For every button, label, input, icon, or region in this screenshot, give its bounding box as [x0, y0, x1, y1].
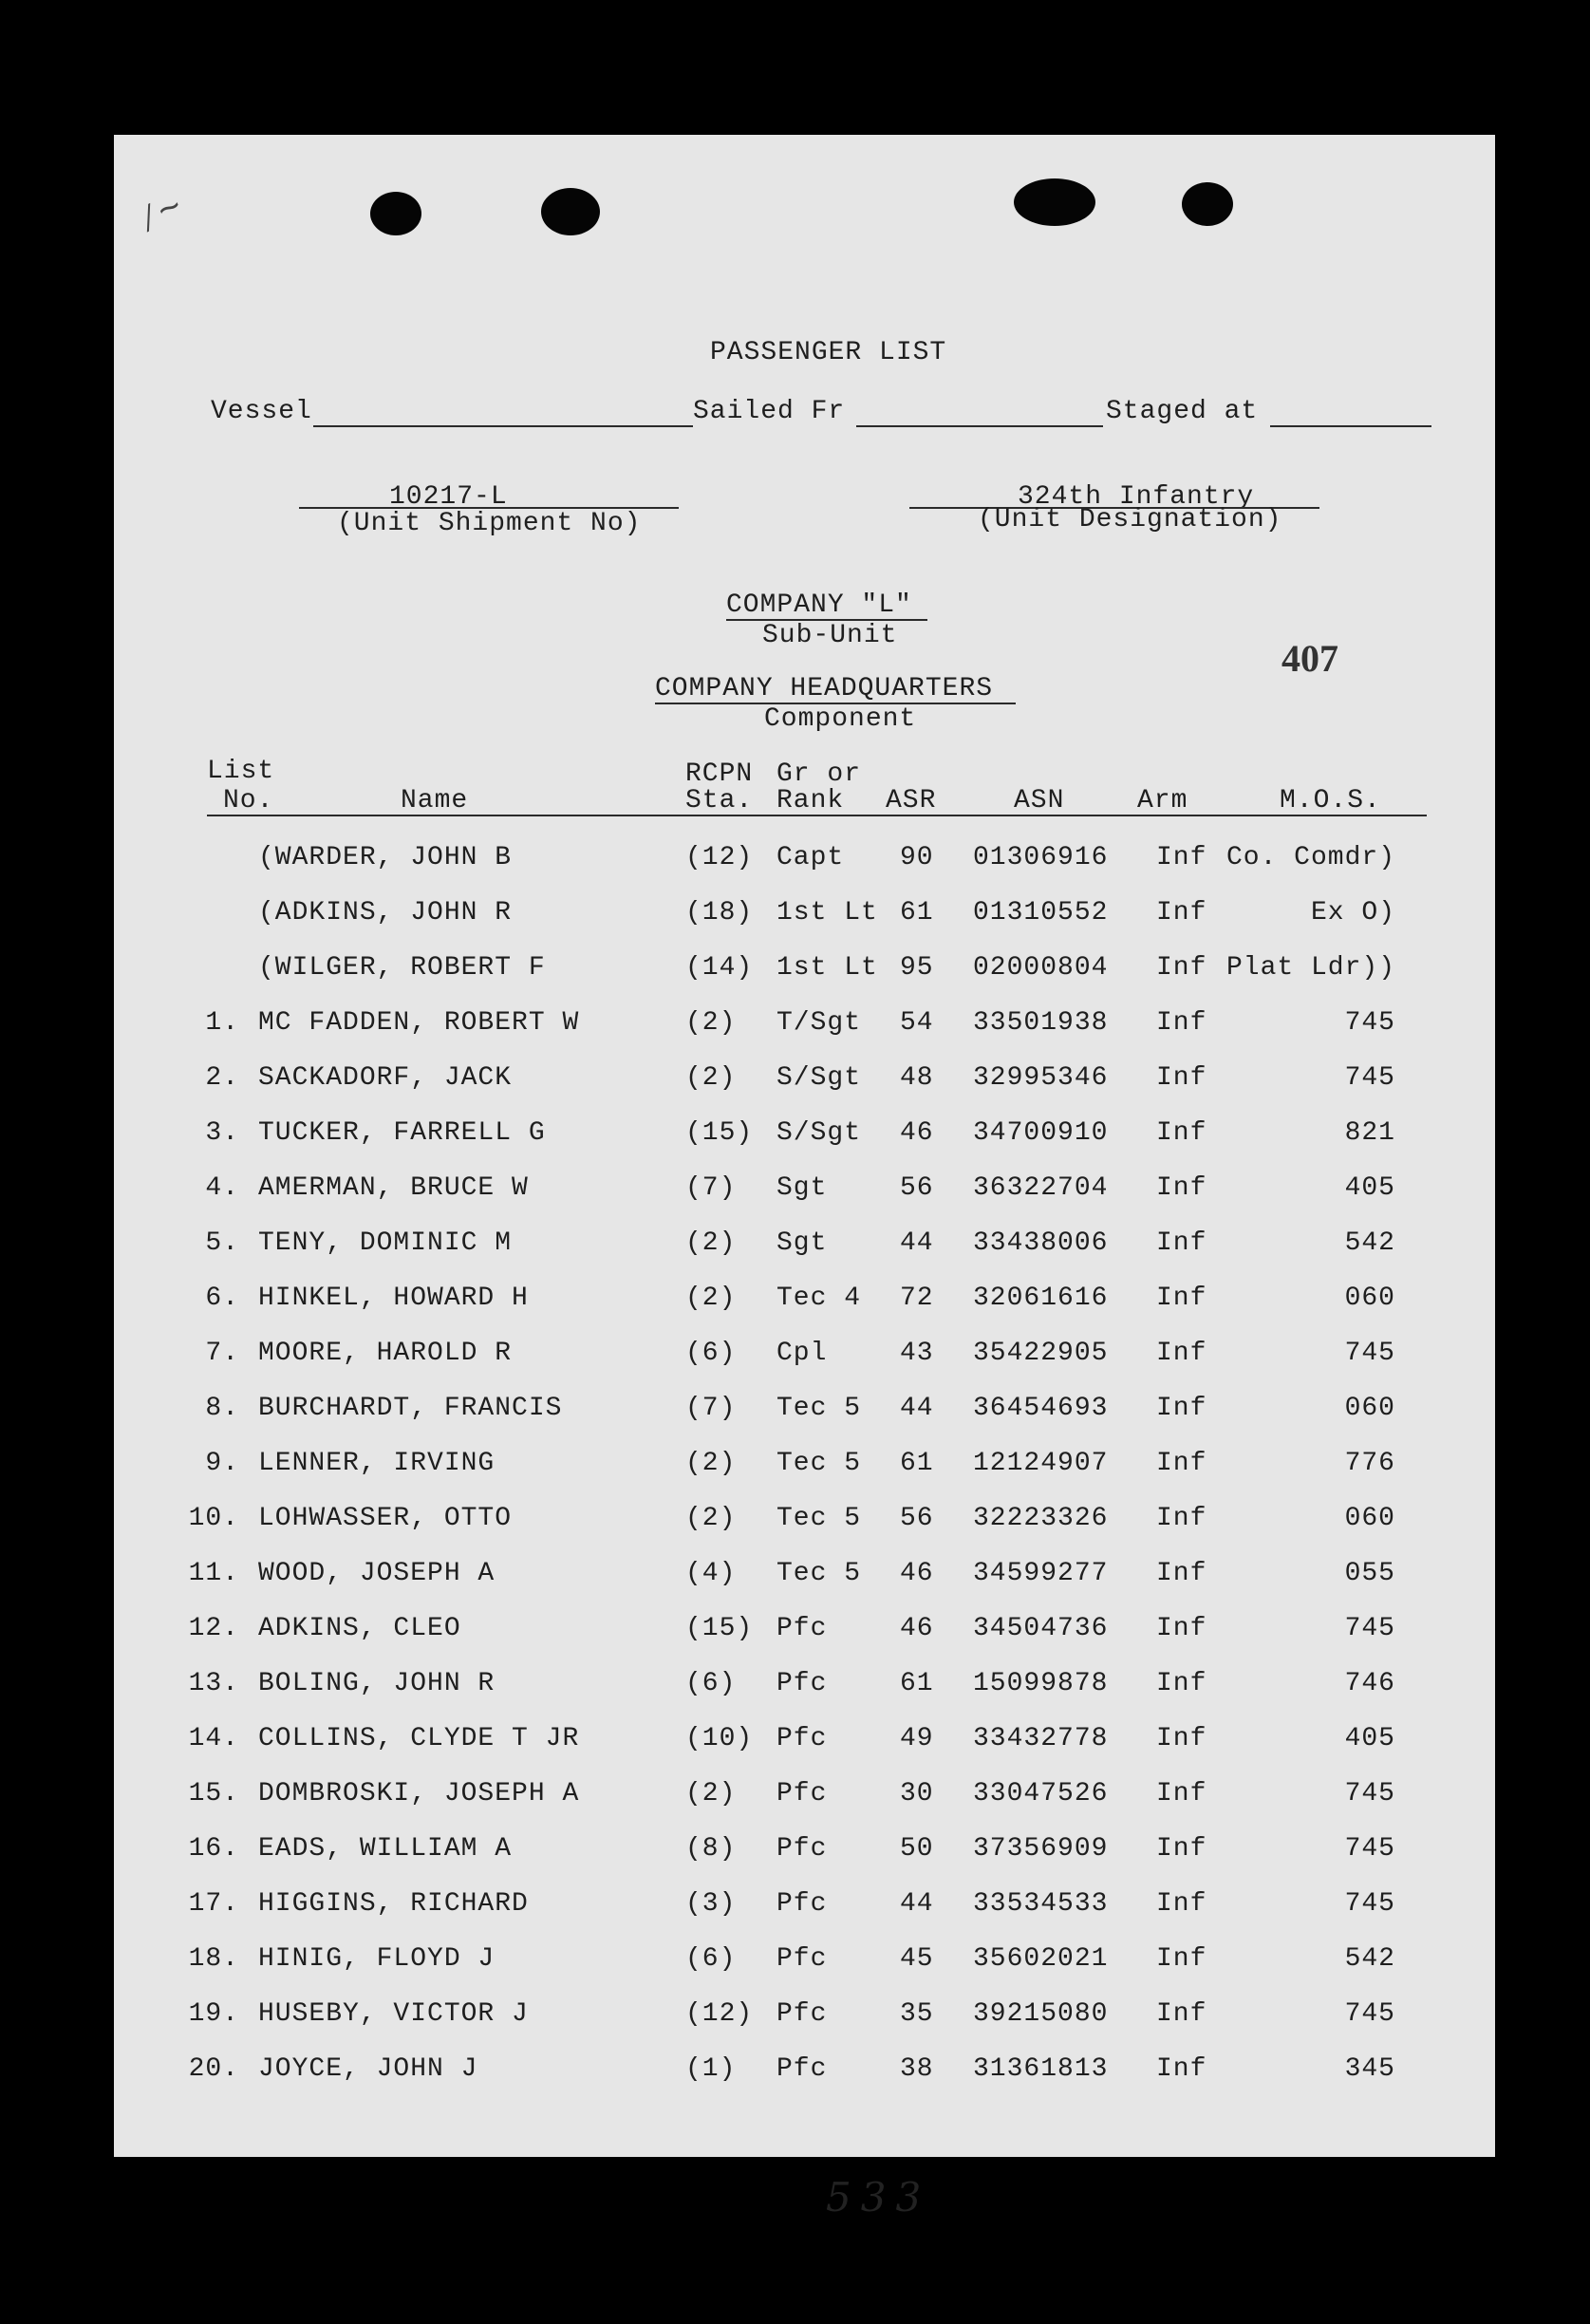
cell-no: 14. [188, 1724, 239, 1753]
cell-name: (WARDER, JOHN B [258, 843, 513, 872]
cell-rank: Pfc [776, 1944, 828, 1974]
table-row [0, 1889, 1590, 1927]
col-arm: Arm [1137, 786, 1188, 815]
cell-arm: Inf [1156, 1614, 1207, 1643]
cell-no: 17. [188, 1889, 239, 1919]
cell-asr: 35 [900, 1999, 934, 2029]
cell-mos: 776 [1344, 1449, 1395, 1478]
unit-shipment-caption: (Unit Shipment No) [337, 509, 642, 538]
cell-arm: Inf [1156, 1889, 1207, 1919]
column-heading-rule [207, 815, 1427, 816]
cell-asr: 44 [900, 1228, 934, 1258]
cell-name: JOYCE, JOHN J [258, 2054, 478, 2084]
cell-asr: 48 [900, 1063, 934, 1093]
subunit-name: COMPANY "L" [726, 590, 912, 620]
cell-arm: Inf [1156, 1559, 1207, 1588]
table-row [0, 1284, 1590, 1321]
table-row [0, 1063, 1590, 1101]
cell-asr: 45 [900, 1944, 934, 1974]
cell-name: ADKINS, CLEO [258, 1614, 461, 1643]
cell-asn: 34599277 [973, 1559, 1109, 1588]
cell-asr: 30 [900, 1779, 934, 1809]
cell-rank: Tec 5 [776, 1449, 862, 1478]
cell-mos: 745 [1344, 1008, 1395, 1038]
col-rank: Rank [776, 786, 845, 815]
cell-no: 15. [188, 1779, 239, 1809]
col-rcpn: Sta. [685, 786, 754, 815]
subunit-caption: Sub-Unit [762, 621, 898, 650]
table-row [0, 1614, 1590, 1652]
cell-name: HINKEL, HOWARD H [258, 1284, 529, 1313]
cell-mos: 745 [1344, 1889, 1395, 1919]
table-row [0, 1118, 1590, 1156]
cell-asn: 01306916 [973, 843, 1109, 872]
cell-mos: 060 [1344, 1504, 1395, 1533]
cell-mos: Co. Comdr) [1225, 843, 1395, 872]
cell-name: BOLING, JOHN R [258, 1669, 496, 1698]
cell-rcpn: (10) [685, 1724, 754, 1753]
cell-rank: Pfc [776, 1779, 828, 1809]
cell-rank: T/Sgt [776, 1008, 862, 1038]
table-row [0, 1559, 1590, 1597]
cell-asr: 61 [900, 1449, 934, 1478]
cell-name: COLLINS, CLYDE T JR [258, 1724, 580, 1753]
cell-arm: Inf [1156, 1228, 1207, 1258]
cell-mos: Ex O) [1310, 898, 1395, 928]
cell-rcpn: (12) [685, 1999, 754, 2029]
punch-hole [370, 192, 421, 235]
cell-rank: Pfc [776, 1724, 828, 1753]
table-row [0, 953, 1590, 991]
table-row [0, 898, 1590, 936]
cell-rcpn: (3) [685, 1889, 737, 1919]
cell-rcpn: (6) [685, 1339, 737, 1368]
unit-designation-caption: (Unit Designation) [978, 505, 1282, 534]
cell-name: WOOD, JOSEPH A [258, 1559, 496, 1588]
cell-mos: 055 [1344, 1559, 1395, 1588]
cell-arm: Inf [1156, 1944, 1207, 1974]
cell-asn: 31361813 [973, 2054, 1109, 2084]
table-row [0, 1724, 1590, 1762]
cell-rcpn: (4) [685, 1559, 737, 1588]
cell-no: 6. [205, 1284, 239, 1313]
cell-arm: Inf [1156, 1779, 1207, 1809]
cell-rcpn: (7) [685, 1394, 737, 1423]
unit-shipment-no: 10217-L [389, 482, 508, 512]
cell-arm: Inf [1156, 1339, 1207, 1368]
cell-rcpn: (1) [685, 2054, 737, 2084]
cell-arm: Inf [1156, 1669, 1207, 1698]
cell-name: DOMBROSKI, JOSEPH A [258, 1779, 580, 1809]
cell-arm: Inf [1156, 898, 1207, 928]
table-row [0, 1504, 1590, 1542]
cell-name: AMERMAN, BRUCE W [258, 1173, 529, 1203]
cell-asn: 33534533 [973, 1889, 1109, 1919]
table-row [0, 1394, 1590, 1432]
cell-no: 9. [205, 1449, 239, 1478]
cell-rcpn: (18) [685, 898, 754, 928]
cell-mos: 745 [1344, 1339, 1395, 1368]
table-row [0, 1008, 1590, 1046]
stamp-number: 407 [1281, 637, 1338, 680]
cell-name: (WILGER, ROBERT F [258, 953, 546, 983]
cell-no: 8. [205, 1394, 239, 1423]
cell-arm: Inf [1156, 1394, 1207, 1423]
cell-asr: 90 [900, 843, 934, 872]
cell-mos: 745 [1344, 1614, 1395, 1643]
cell-mos: 542 [1344, 1944, 1395, 1974]
cell-no: 12. [188, 1614, 239, 1643]
sailed-from-label: Sailed Fr [693, 397, 846, 426]
cell-rank: Pfc [776, 2054, 828, 2084]
cell-asn: 32995346 [973, 1063, 1109, 1093]
cell-rank: Pfc [776, 1614, 828, 1643]
cell-asn: 35602021 [973, 1944, 1109, 1974]
cell-asr: 43 [900, 1339, 934, 1368]
cell-asr: 61 [900, 898, 934, 928]
cell-asn: 12124907 [973, 1449, 1109, 1478]
cell-no: 4. [205, 1173, 239, 1203]
table-row [0, 1669, 1590, 1707]
cell-asn: 01310552 [973, 898, 1109, 928]
cell-no: 18. [188, 1944, 239, 1974]
cell-asr: 38 [900, 2054, 934, 2084]
cell-no: 19. [188, 1999, 239, 2029]
component-name: COMPANY HEADQUARTERS [655, 674, 994, 703]
table-row [0, 1339, 1590, 1377]
cell-mos: 745 [1344, 1063, 1395, 1093]
cell-arm: Inf [1156, 1834, 1207, 1864]
sailed-from-blank [856, 425, 1103, 427]
cell-rank: Pfc [776, 1669, 828, 1698]
cell-asr: 46 [900, 1614, 934, 1643]
cell-name: TENY, DOMINIC M [258, 1228, 513, 1258]
cell-no: 13. [188, 1669, 239, 1698]
cell-rcpn: (2) [685, 1449, 737, 1478]
cell-name: (ADKINS, JOHN R [258, 898, 513, 928]
cell-name: MC FADDEN, ROBERT W [258, 1008, 580, 1038]
cell-asr: 56 [900, 1504, 934, 1533]
cell-no: 3. [205, 1118, 239, 1148]
cell-asn: 15099878 [973, 1669, 1109, 1698]
punch-hole [1014, 178, 1095, 226]
cell-no: 5. [205, 1228, 239, 1258]
cell-mos: 745 [1344, 1779, 1395, 1809]
cell-arm: Inf [1156, 1449, 1207, 1478]
cell-rcpn: (6) [685, 1944, 737, 1974]
cell-rank: 1st Lt [776, 953, 878, 983]
table-row [0, 1228, 1590, 1266]
cell-rank: S/Sgt [776, 1118, 862, 1148]
cell-rank: 1st Lt [776, 898, 878, 928]
pencil-mark: ⁄~ [130, 186, 191, 246]
cell-mos: 060 [1344, 1394, 1395, 1423]
cell-rcpn: (2) [685, 1008, 737, 1038]
cell-rcpn: (2) [685, 1779, 737, 1809]
staged-at-label: Staged at [1106, 397, 1259, 426]
cell-rank: Sgt [776, 1173, 828, 1203]
cell-arm: Inf [1156, 1008, 1207, 1038]
cell-rcpn: (2) [685, 1504, 737, 1533]
punch-hole [541, 188, 600, 235]
cell-rcpn: (7) [685, 1173, 737, 1203]
cell-no: 1. [205, 1008, 239, 1038]
col-name: Name [401, 786, 469, 815]
col-rank-top: Gr or [776, 759, 862, 789]
cell-arm: Inf [1156, 2054, 1207, 2084]
cell-arm: Inf [1156, 1504, 1207, 1533]
cell-rank: S/Sgt [776, 1063, 862, 1093]
cell-asr: 95 [900, 953, 934, 983]
cell-name: LENNER, IRVING [258, 1449, 496, 1478]
cell-asr: 46 [900, 1118, 934, 1148]
table-row [0, 1173, 1590, 1211]
table-row [0, 843, 1590, 881]
cell-asn: 33501938 [973, 1008, 1109, 1038]
cell-rcpn: (15) [685, 1614, 754, 1643]
col-asn: ASN [1014, 786, 1065, 815]
cell-asn: 39215080 [973, 1999, 1109, 2029]
cell-name: BURCHARDT, FRANCIS [258, 1394, 563, 1423]
cell-asr: 46 [900, 1559, 934, 1588]
col-asr: ASR [886, 786, 937, 815]
table-row [0, 1779, 1590, 1817]
table-row [0, 1944, 1590, 1982]
cell-rank: Tec 5 [776, 1394, 862, 1423]
col-rcpn-top: RCPN [685, 759, 754, 789]
cell-mos: 060 [1344, 1284, 1395, 1313]
cell-rcpn: (8) [685, 1834, 737, 1864]
cell-asn: 32061616 [973, 1284, 1109, 1313]
cell-name: SACKADORF, JACK [258, 1063, 513, 1093]
cell-mos: 345 [1344, 2054, 1395, 2084]
cell-mos: 745 [1344, 1834, 1395, 1864]
cell-asr: 44 [900, 1394, 934, 1423]
cell-name: EADS, WILLIAM A [258, 1834, 513, 1864]
cell-asr: 44 [900, 1889, 934, 1919]
cell-asn: 36454693 [973, 1394, 1109, 1423]
cell-rank: Pfc [776, 1889, 828, 1919]
cell-rcpn: (2) [685, 1228, 737, 1258]
cell-rank: Tec 5 [776, 1504, 862, 1533]
unit-designation: 324th Infantry [1018, 482, 1255, 512]
cell-arm: Inf [1156, 1063, 1207, 1093]
cell-mos: Plat Ldr)) [1225, 953, 1395, 983]
cell-asn: 32223326 [973, 1504, 1109, 1533]
table-row [0, 1449, 1590, 1487]
cell-asn: 33047526 [973, 1779, 1109, 1809]
cell-asn: 37356909 [973, 1834, 1109, 1864]
cell-rcpn: (2) [685, 1284, 737, 1313]
cell-asr: 54 [900, 1008, 934, 1038]
staged-at-blank [1270, 425, 1431, 427]
cell-asn: 36322704 [973, 1173, 1109, 1203]
cell-asr: 56 [900, 1173, 934, 1203]
col-mos: M.O.S. [1280, 786, 1381, 815]
cell-name: HUSEBY, VICTOR J [258, 1999, 529, 2029]
cell-no: 10. [188, 1504, 239, 1533]
vessel-label: Vessel [211, 397, 312, 426]
document-title: PASSENGER LIST [710, 338, 947, 367]
punch-hole [1182, 182, 1233, 226]
cell-rcpn: (14) [685, 953, 754, 983]
cell-arm: Inf [1156, 843, 1207, 872]
cell-asn: 33432778 [973, 1724, 1109, 1753]
cell-rank: Pfc [776, 1999, 828, 2029]
cell-rank: Capt [776, 843, 845, 872]
cell-rcpn: (12) [685, 843, 754, 872]
handwritten-page-number: 533 [826, 2174, 931, 2221]
cell-rcpn: (2) [685, 1063, 737, 1093]
cell-mos: 542 [1344, 1228, 1395, 1258]
cell-no: 20. [188, 2054, 239, 2084]
cell-rank: Tec 5 [776, 1559, 862, 1588]
cell-mos: 405 [1344, 1173, 1395, 1203]
cell-arm: Inf [1156, 1999, 1207, 2029]
cell-asn: 02000804 [973, 953, 1109, 983]
cell-rank: Sgt [776, 1228, 828, 1258]
cell-asr: 50 [900, 1834, 934, 1864]
table-row [0, 1834, 1590, 1872]
cell-no: 16. [188, 1834, 239, 1864]
table-row [0, 2054, 1590, 2092]
cell-asn: 33438006 [973, 1228, 1109, 1258]
cell-no: 11. [188, 1559, 239, 1588]
col-list-no: No. [223, 786, 274, 815]
component-caption: Component [764, 704, 917, 734]
cell-name: MOORE, HAROLD R [258, 1339, 513, 1368]
cell-asr: 61 [900, 1669, 934, 1698]
cell-mos: 405 [1344, 1724, 1395, 1753]
cell-asn: 35422905 [973, 1339, 1109, 1368]
cell-name: TUCKER, FARRELL G [258, 1118, 546, 1148]
cell-no: 7. [205, 1339, 239, 1368]
cell-asr: 49 [900, 1724, 934, 1753]
cell-asr: 72 [900, 1284, 934, 1313]
cell-asn: 34700910 [973, 1118, 1109, 1148]
cell-mos: 821 [1344, 1118, 1395, 1148]
cell-arm: Inf [1156, 953, 1207, 983]
cell-rcpn: (6) [685, 1669, 737, 1698]
cell-mos: 745 [1344, 1999, 1395, 2029]
cell-arm: Inf [1156, 1284, 1207, 1313]
cell-arm: Inf [1156, 1173, 1207, 1203]
cell-rcpn: (15) [685, 1118, 754, 1148]
cell-asn: 34504736 [973, 1614, 1109, 1643]
table-row [0, 1999, 1590, 2037]
cell-no: 2. [205, 1063, 239, 1093]
cell-name: HIGGINS, RICHARD [258, 1889, 529, 1919]
cell-name: HINIG, FLOYD J [258, 1944, 496, 1974]
cell-name: LOHWASSER, OTTO [258, 1504, 513, 1533]
cell-mos: 746 [1344, 1669, 1395, 1698]
cell-rank: Cpl [776, 1339, 828, 1368]
vessel-blank [313, 425, 693, 427]
col-list-no-top: List [207, 757, 275, 786]
cell-rank: Pfc [776, 1834, 828, 1864]
cell-arm: Inf [1156, 1724, 1207, 1753]
cell-arm: Inf [1156, 1118, 1207, 1148]
cell-rank: Tec 4 [776, 1284, 862, 1313]
